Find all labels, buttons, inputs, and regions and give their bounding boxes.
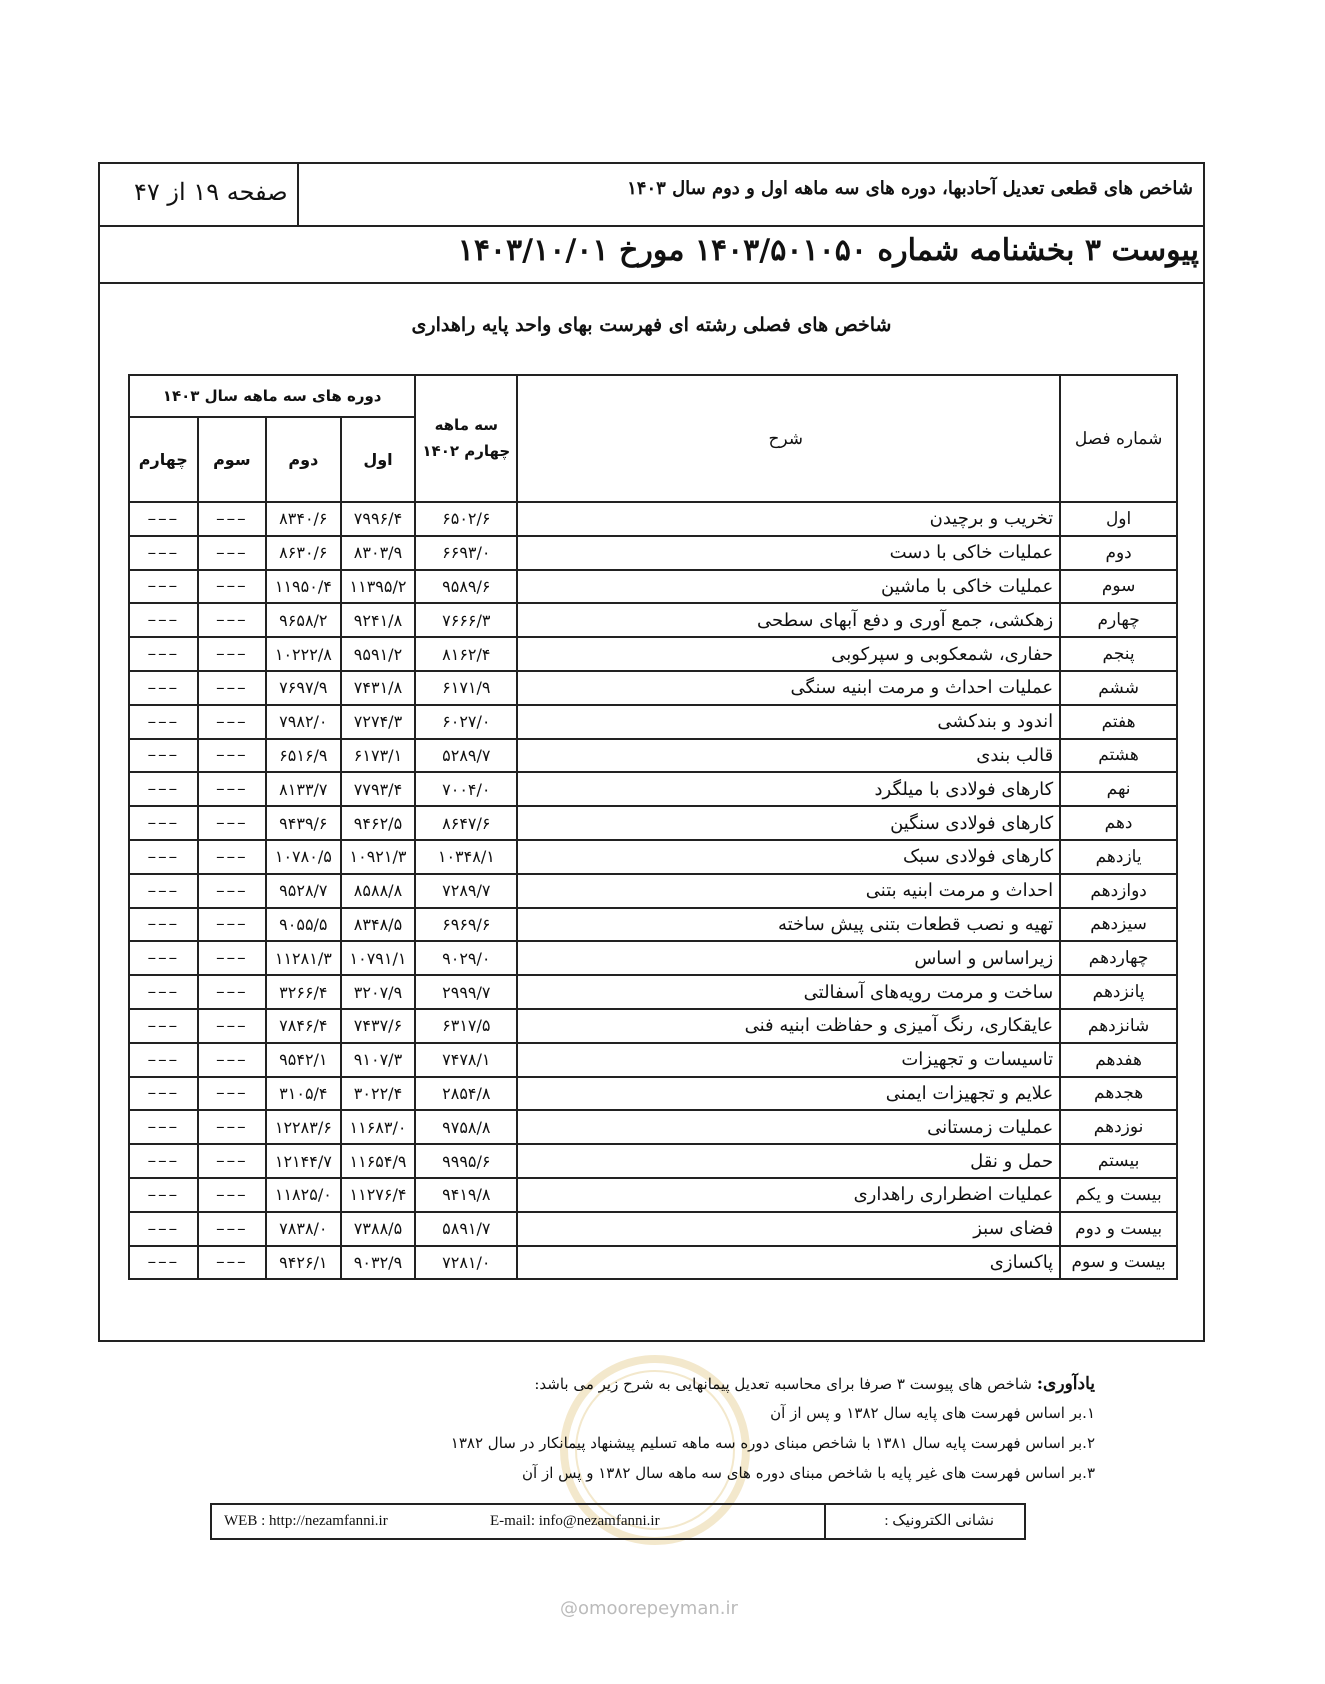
- chapter-no-cell: نهم: [1060, 772, 1177, 806]
- q3-cell: –––: [198, 637, 266, 671]
- description-cell: فضای سبز: [517, 1212, 1060, 1246]
- q1-cell: ۶۱۷۳/۱: [341, 739, 416, 773]
- q4-cell: –––: [129, 975, 198, 1009]
- q4-cell: –––: [129, 874, 198, 908]
- q4-cell: –––: [129, 739, 198, 773]
- q2-cell: ۹۵۲۸/۷: [266, 874, 341, 908]
- q1-cell: ۹۵۹۱/۲: [341, 637, 416, 671]
- q2-cell: ۷۹۸۲/۰: [266, 705, 341, 739]
- q2-cell: ۷۶۹۷/۹: [266, 671, 341, 705]
- q3-cell: –––: [198, 1212, 266, 1246]
- q2-cell: ۹۵۴۲/۱: [266, 1043, 341, 1077]
- description-cell: کارهای فولادی با میلگرد: [517, 772, 1060, 806]
- chapter-no-cell: شانزدهم: [1060, 1009, 1177, 1043]
- prev-quarter-cell: ۸۶۴۷/۶: [415, 806, 517, 840]
- q2-cell: ۹۶۵۸/۲: [266, 603, 341, 637]
- description-cell: پاکسازی: [517, 1246, 1060, 1280]
- table-row: [129, 975, 1177, 1009]
- table-row: [129, 908, 1177, 942]
- header-title: شاخص های قطعی تعدیل آحادبها، دوره های سه ماهه اول و دوم سال ۱۴۰۳: [627, 178, 1193, 199]
- table-row: [129, 1246, 1177, 1280]
- q1-cell: ۹۱۰۷/۳: [341, 1043, 416, 1077]
- q4-cell: –––: [129, 1043, 198, 1077]
- description-cell: اندود و بندکشی: [517, 705, 1060, 739]
- q1-cell: ۹۲۴۱/۸: [341, 603, 416, 637]
- q1-cell: ۱۱۶۸۳/۰: [341, 1110, 416, 1144]
- description-cell: عایقکاری، رنگ آمیزی و حفاظت ابنیه فنی: [517, 1009, 1060, 1043]
- prev-quarter-cell: ۶۰۲۷/۰: [415, 705, 517, 739]
- q3-cell: –––: [198, 874, 266, 908]
- table-row: [129, 840, 1177, 874]
- q4-cell: –––: [129, 772, 198, 806]
- prev-quarter-cell: ۵۸۹۱/۷: [415, 1212, 517, 1246]
- q1-cell: ۷۲۷۴/۳: [341, 705, 416, 739]
- description-cell: ساخت و مرمت رویه‌های آسفالتی: [517, 975, 1060, 1009]
- chapter-no-cell: یازدهم: [1060, 840, 1177, 874]
- q1-cell: ۱۱۲۷۶/۴: [341, 1178, 416, 1212]
- q2-cell: ۷۸۴۶/۴: [266, 1009, 341, 1043]
- q3-cell: –––: [198, 603, 266, 637]
- prev-quarter-cell: ۶۳۱۷/۵: [415, 1009, 517, 1043]
- description-cell: قالب بندی: [517, 739, 1060, 773]
- prev-quarter-cell: ۸۱۶۲/۴: [415, 637, 517, 671]
- description-cell: احداث و مرمت ابنیه بتنی: [517, 874, 1060, 908]
- q3-cell: –––: [198, 975, 266, 1009]
- q1-cell: ۷۳۸۸/۵: [341, 1212, 416, 1246]
- chapter-no-cell: سیزدهم: [1060, 908, 1177, 942]
- q3-cell: –––: [198, 840, 266, 874]
- prev-quarter-cell: ۷۶۶۶/۳: [415, 603, 517, 637]
- annex-title: پیوست ۳ بخشنامه شماره ۱۴۰۳/۵۰۱۰۵۰ مورخ ۱۴۰۳/۱۰/۰۱: [457, 233, 1199, 268]
- q4-cell: –––: [129, 502, 198, 536]
- chapter-no-cell: هجدهم: [1060, 1077, 1177, 1111]
- q1-cell: ۸۳۰۳/۹: [341, 536, 416, 570]
- q4-cell: –––: [129, 1246, 198, 1280]
- q1-cell: ۳۲۰۷/۹: [341, 975, 416, 1009]
- note-item: ۱.بر اساس فهرست های پایه سال ۱۳۸۲ و پس از آن: [770, 1404, 1095, 1422]
- watermark-text: @omoorepeyman.ir: [560, 1598, 738, 1619]
- q3-cell: –––: [198, 1043, 266, 1077]
- q3-cell: –––: [198, 806, 266, 840]
- page-number-cell: [100, 164, 299, 225]
- table-row: [129, 570, 1177, 604]
- q3-cell: –––: [198, 671, 266, 705]
- chapter-no-cell: هشتم: [1060, 739, 1177, 773]
- chapter-no-cell: بیستم: [1060, 1144, 1177, 1178]
- prev-quarter-cell: ۶۹۶۹/۶: [415, 908, 517, 942]
- col-q2: دوم: [266, 417, 341, 502]
- q2-cell: ۹۴۲۶/۱: [266, 1246, 341, 1280]
- col-q4: چهارم: [129, 417, 198, 502]
- q4-cell: –––: [129, 570, 198, 604]
- table-row: [129, 1043, 1177, 1077]
- q1-cell: ۱۱۶۵۴/۹: [341, 1144, 416, 1178]
- table-row: [129, 1077, 1177, 1111]
- table-row: [129, 1110, 1177, 1144]
- chapter-no-cell: دوازدهم: [1060, 874, 1177, 908]
- prev-quarter-cell: ۹۹۹۵/۶: [415, 1144, 517, 1178]
- q2-cell: ۸۳۴۰/۶: [266, 502, 341, 536]
- q3-cell: –––: [198, 1144, 266, 1178]
- description-cell: عملیات احداث و مرمت ابنیه سنگی: [517, 671, 1060, 705]
- prev-quarter-cell: ۶۵۰۲/۶: [415, 502, 517, 536]
- q4-cell: –––: [129, 536, 198, 570]
- description-cell: زیراساس و اساس: [517, 941, 1060, 975]
- q2-cell: ۳۲۶۶/۴: [266, 975, 341, 1009]
- q4-cell: –––: [129, 908, 198, 942]
- col-q1: اول: [341, 417, 416, 502]
- q3-cell: –––: [198, 1077, 266, 1111]
- table-row: [129, 603, 1177, 637]
- header-row: [100, 164, 1203, 227]
- prev-quarter-cell: ۹۷۵۸/۸: [415, 1110, 517, 1144]
- q4-cell: –––: [129, 1009, 198, 1043]
- table-row: [129, 1009, 1177, 1043]
- document-frame: [98, 162, 1205, 1342]
- description-cell: تخریب و برچیدن: [517, 502, 1060, 536]
- q1-cell: ۷۷۹۳/۴: [341, 772, 416, 806]
- q3-cell: –––: [198, 772, 266, 806]
- q1-cell: ۱۰۹۲۱/۳: [341, 840, 416, 874]
- reminder-note: [195, 1374, 1095, 1494]
- chapter-no-cell: پنجم: [1060, 637, 1177, 671]
- chapter-no-cell: چهارم: [1060, 603, 1177, 637]
- chapter-no-cell: هفتم: [1060, 705, 1177, 739]
- chapter-no-cell: چهاردهم: [1060, 941, 1177, 975]
- chapter-no-cell: بیست و سوم: [1060, 1246, 1177, 1280]
- table-row: [129, 671, 1177, 705]
- q1-cell: ۷۴۳۷/۶: [341, 1009, 416, 1043]
- description-cell: عملیات خاکی با ماشین: [517, 570, 1060, 604]
- q2-cell: ۹۰۵۵/۵: [266, 908, 341, 942]
- q4-cell: –––: [129, 1144, 198, 1178]
- q4-cell: –––: [129, 941, 198, 975]
- q1-cell: ۹۴۶۲/۵: [341, 806, 416, 840]
- q4-cell: –––: [129, 806, 198, 840]
- q4-cell: –––: [129, 1077, 198, 1111]
- description-cell: علایم و تجهیزات ایمنی: [517, 1077, 1060, 1111]
- q3-cell: –––: [198, 705, 266, 739]
- chapter-no-cell: هفدهم: [1060, 1043, 1177, 1077]
- index-table: [128, 374, 1178, 1280]
- q1-cell: ۹۰۳۲/۹: [341, 1246, 416, 1280]
- q1-cell: ۸۵۸۸/۸: [341, 874, 416, 908]
- q1-cell: ۳۰۲۲/۴: [341, 1077, 416, 1111]
- prev-quarter-cell: ۷۲۸۹/۷: [415, 874, 517, 908]
- table-row: [129, 806, 1177, 840]
- q1-cell: ۸۳۴۸/۵: [341, 908, 416, 942]
- q2-cell: ۱۲۱۴۴/۷: [266, 1144, 341, 1178]
- q2-cell: ۶۵۱۶/۹: [266, 739, 341, 773]
- chapter-no-cell: نوزدهم: [1060, 1110, 1177, 1144]
- prev-quarter-cell: ۶۶۹۳/۰: [415, 536, 517, 570]
- q3-cell: –––: [198, 1178, 266, 1212]
- chapter-no-cell: سوم: [1060, 570, 1177, 604]
- table-row: [129, 536, 1177, 570]
- description-cell: کارهای فولادی سنگین: [517, 806, 1060, 840]
- table-row: [129, 772, 1177, 806]
- q2-cell: ۱۱۲۸۱/۳: [266, 941, 341, 975]
- contact-label: نشانی الکترونیک :: [824, 1505, 1024, 1538]
- q1-cell: ۱۰۷۹۱/۱: [341, 941, 416, 975]
- contact-box: [210, 1503, 1026, 1540]
- table-row: [129, 1178, 1177, 1212]
- col-chapter-no: شماره فصل: [1060, 375, 1177, 502]
- description-cell: عملیات خاکی با دست: [517, 536, 1060, 570]
- col-q3: سوم: [198, 417, 266, 502]
- table-row: [129, 637, 1177, 671]
- q2-cell: ۱۰۲۲۲/۸: [266, 637, 341, 671]
- prev-quarter-cell: ۷۲۸۱/۰: [415, 1246, 517, 1280]
- q4-cell: –––: [129, 705, 198, 739]
- table-row: [129, 1144, 1177, 1178]
- q4-cell: –––: [129, 1212, 198, 1246]
- q3-cell: –––: [198, 502, 266, 536]
- q3-cell: –––: [198, 570, 266, 604]
- q4-cell: –––: [129, 671, 198, 705]
- table-row: [129, 941, 1177, 975]
- q3-cell: –––: [198, 1110, 266, 1144]
- prev-quarter-cell: ۷۰۰۴/۰: [415, 772, 517, 806]
- table-row: [129, 739, 1177, 773]
- chapter-no-cell: دوم: [1060, 536, 1177, 570]
- table-row: [129, 1212, 1177, 1246]
- q4-cell: –––: [129, 637, 198, 671]
- chapter-no-cell: بیست و یکم: [1060, 1178, 1177, 1212]
- q2-cell: ۷۸۳۸/۰: [266, 1212, 341, 1246]
- prev-quarter-cell: ۲۸۵۴/۸: [415, 1077, 517, 1111]
- prev-quarter-cell: ۹۴۱۹/۸: [415, 1178, 517, 1212]
- note-label: یادآوری:: [1036, 1374, 1095, 1394]
- q2-cell: ۱۱۸۲۵/۰: [266, 1178, 341, 1212]
- note-item: ۳.بر اساس فهرست های غیر پایه با شاخص مبنای دوره های سه ماهه سال ۱۳۸۲ و پس از آن: [522, 1464, 1095, 1482]
- page-number: صفحه ۱۹ از ۴۷: [134, 178, 288, 206]
- col-description: شرح: [517, 375, 1060, 502]
- q4-cell: –––: [129, 1110, 198, 1144]
- q1-cell: ۱۱۳۹۵/۲: [341, 570, 416, 604]
- prev-quarter-cell: ۵۲۸۹/۷: [415, 739, 517, 773]
- q3-cell: –––: [198, 1009, 266, 1043]
- q1-cell: ۷۹۹۶/۴: [341, 502, 416, 536]
- prev-quarter-cell: ۱۰۳۴۸/۱: [415, 840, 517, 874]
- chapter-no-cell: ششم: [1060, 671, 1177, 705]
- q2-cell: ۳۱۰۵/۴: [266, 1077, 341, 1111]
- table-row: [129, 705, 1177, 739]
- website-link[interactable]: WEB : http://nezamfanni.ir: [224, 1513, 388, 1529]
- table-subtitle: شاخص های فصلی رشته ای فهرست بهای واحد پایه راهداری: [411, 314, 892, 336]
- prev-quarter-cell: ۶۱۷۱/۹: [415, 671, 517, 705]
- chapter-no-cell: اول: [1060, 502, 1177, 536]
- prev-quarter-cell: ۹۵۸۹/۶: [415, 570, 517, 604]
- q3-cell: –––: [198, 908, 266, 942]
- q2-cell: ۸۶۳۰/۶: [266, 536, 341, 570]
- q2-cell: ۱۱۹۵۰/۴: [266, 570, 341, 604]
- q3-cell: –––: [198, 739, 266, 773]
- email-link[interactable]: E-mail: info@nezamfanni.ir: [490, 1513, 660, 1529]
- chapter-no-cell: بیست و دوم: [1060, 1212, 1177, 1246]
- q4-cell: –––: [129, 603, 198, 637]
- description-cell: زهکشی، جمع آوری و دفع آبهای سطحی: [517, 603, 1060, 637]
- prev-quarter-cell: ۹۰۲۹/۰: [415, 941, 517, 975]
- q4-cell: –––: [129, 840, 198, 874]
- q3-cell: –––: [198, 536, 266, 570]
- annex-row: [100, 225, 1203, 284]
- q4-cell: –––: [129, 1178, 198, 1212]
- note-item: ۲.بر اساس فهرست پایه سال ۱۳۸۱ با شاخص مبنای دوره سه ماهه تسلیم پیشنهاد پیمانکار در سال ۱۳۸۲: [450, 1434, 1095, 1452]
- description-cell: تهیه و نصب قطعات بتنی پیش ساخته: [517, 908, 1060, 942]
- table-row: [129, 502, 1177, 536]
- col-prev-quarter: سه ماهه چهارم ۱۴۰۲: [415, 375, 517, 502]
- q2-cell: ۸۱۳۳/۷: [266, 772, 341, 806]
- chapter-no-cell: پانزدهم: [1060, 975, 1177, 1009]
- description-cell: عملیات اضطراری راهداری: [517, 1178, 1060, 1212]
- chapter-no-cell: دهم: [1060, 806, 1177, 840]
- prev-quarter-cell: ۲۹۹۹/۷: [415, 975, 517, 1009]
- prev-quarter-cell: ۷۴۷۸/۱: [415, 1043, 517, 1077]
- note-intro: شاخص های پیوست ۳ صرفا برای محاسبه تعدیل پیمانهایی به شرح زیر می باشد:: [534, 1375, 1032, 1393]
- description-cell: عملیات زمستانی: [517, 1110, 1060, 1144]
- q2-cell: ۱۲۲۸۳/۶: [266, 1110, 341, 1144]
- q2-cell: ۹۴۳۹/۶: [266, 806, 341, 840]
- description-cell: کارهای فولادی سبک: [517, 840, 1060, 874]
- description-cell: حمل و نقل: [517, 1144, 1060, 1178]
- description-cell: حفاری، شمعکوبی و سپرکوبی: [517, 637, 1060, 671]
- q3-cell: –––: [198, 941, 266, 975]
- col-group-1403: دوره های سه ماهه سال ۱۴۰۳: [129, 375, 415, 417]
- q3-cell: –––: [198, 1246, 266, 1280]
- q1-cell: ۷۴۳۱/۸: [341, 671, 416, 705]
- table-row: [129, 874, 1177, 908]
- q2-cell: ۱۰۷۸۰/۵: [266, 840, 341, 874]
- description-cell: تاسیسات و تجهیزات: [517, 1043, 1060, 1077]
